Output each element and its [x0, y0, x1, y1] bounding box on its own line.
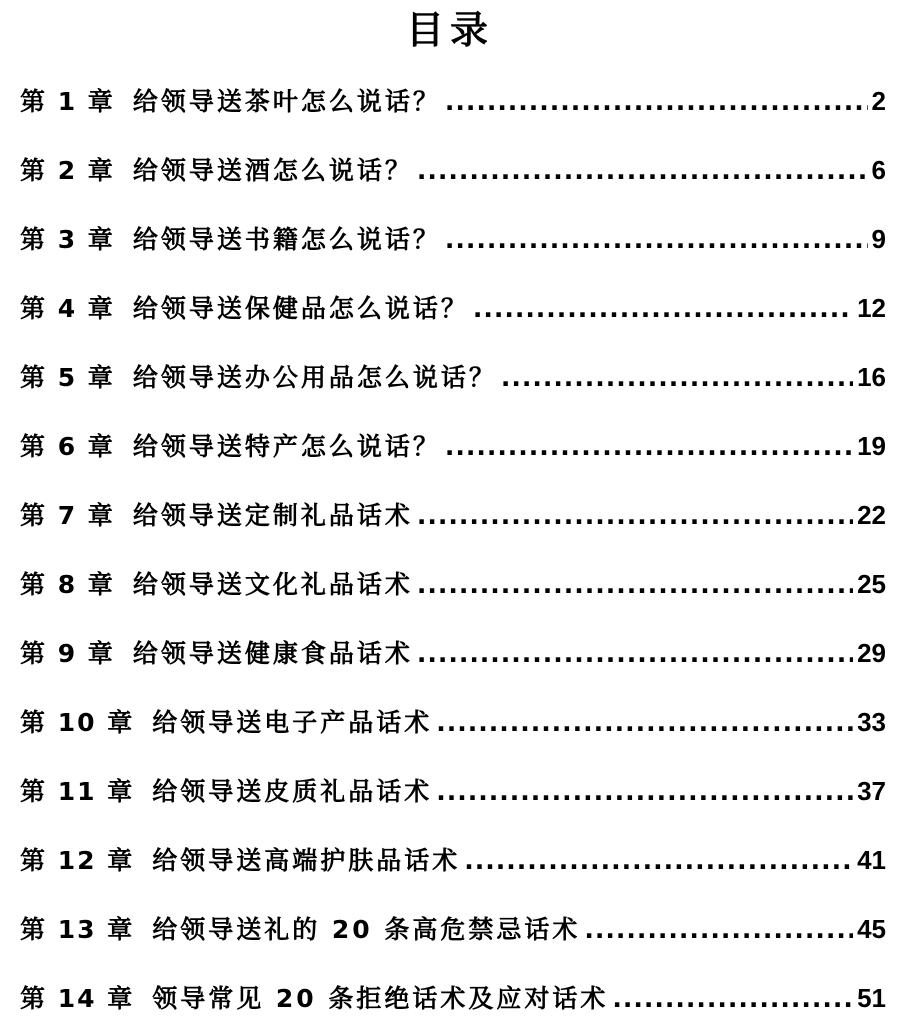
toc-chapter-title: 给领导送特产怎么说话？ [132, 432, 441, 461]
toc-dot-leader [501, 347, 853, 409]
toc-chapter-number: 第 5 章 [20, 363, 115, 392]
toc-page-number: 37 [857, 776, 886, 806]
toc-chapter-title: 给领导送健康食品话术 [132, 639, 413, 668]
toc-entry-12[interactable] [20, 829, 886, 898]
toc-dot-leader [445, 209, 868, 271]
toc-chapter-number: 第 2 章 [20, 156, 115, 185]
toc-dot-leader [584, 899, 853, 961]
toc-chapter-title: 给领导送书籍怎么说话？ [132, 225, 441, 254]
toc-chapter-number: 第 12 章 [20, 846, 135, 875]
table-of-contents [20, 70, 886, 1036]
toc-chapter-number: 第 4 章 [20, 294, 115, 323]
toc-chapter-title: 给领导送礼的 20 条高危禁忌话术 [152, 915, 581, 944]
toc-page-number: 19 [857, 431, 886, 461]
toc-dot-leader [445, 71, 868, 133]
toc-chapter-number: 第 11 章 [20, 777, 135, 806]
toc-dot-leader [417, 140, 868, 202]
toc-chapter-title: 给领导送办公用品怎么说话？ [132, 363, 497, 392]
toc-dot-leader [436, 692, 853, 754]
toc-chapter-title: 给领导送文化礼品话术 [132, 570, 413, 599]
toc-entry-3[interactable] [20, 208, 886, 277]
toc-page-number: 12 [857, 293, 886, 323]
toc-entry-9[interactable] [20, 622, 886, 691]
toc-entry-11[interactable] [20, 760, 886, 829]
toc-chapter-number: 第 1 章 [20, 87, 115, 116]
toc-entry-4[interactable] [20, 277, 886, 346]
toc-dot-leader [612, 968, 853, 1030]
toc-chapter-number: 第 8 章 [20, 570, 115, 599]
toc-page-number: 25 [857, 569, 886, 599]
toc-chapter-title: 给领导送皮质礼品话术 [152, 777, 433, 806]
toc-chapter-title: 给领导送电子产品话术 [152, 708, 433, 737]
toc-page-number: 51 [857, 983, 886, 1013]
toc-page-number: 22 [857, 500, 886, 530]
toc-chapter-title: 给领导送定制礼品话术 [132, 501, 413, 530]
toc-entry-5[interactable] [20, 346, 886, 415]
toc-dot-leader [417, 623, 853, 685]
toc-entry-7[interactable] [20, 484, 886, 553]
toc-chapter-number: 第 6 章 [20, 432, 115, 461]
toc-dot-leader [417, 554, 853, 616]
toc-chapter-number: 第 10 章 [20, 708, 135, 737]
toc-entry-14[interactable] [20, 967, 886, 1036]
toc-page-number: 6 [871, 155, 886, 185]
toc-page-number: 16 [857, 362, 886, 392]
toc-dot-leader [436, 761, 853, 823]
toc-page-number: 41 [857, 845, 886, 875]
toc-page-number: 2 [871, 86, 886, 116]
toc-dot-leader [417, 485, 853, 547]
toc-dot-leader [445, 416, 853, 478]
toc-entry-2[interactable] [20, 139, 886, 208]
toc-page-number: 9 [871, 224, 886, 254]
toc-chapter-number: 第 13 章 [20, 915, 135, 944]
toc-chapter-title: 给领导送茶叶怎么说话？ [132, 87, 441, 116]
toc-chapter-number: 第 9 章 [20, 639, 115, 668]
toc-page-number: 29 [857, 638, 886, 668]
toc-chapter-number: 第 3 章 [20, 225, 115, 254]
page-title: 目录 [405, 7, 494, 52]
toc-entry-13[interactable] [20, 898, 886, 967]
toc-dot-leader [464, 830, 853, 892]
toc-page-number: 45 [857, 914, 886, 944]
toc-entry-1[interactable] [20, 70, 886, 139]
toc-chapter-number: 第 14 章 [20, 984, 135, 1013]
toc-entry-8[interactable] [20, 553, 886, 622]
toc-dot-leader [473, 278, 853, 340]
toc-entry-6[interactable] [20, 415, 886, 484]
toc-chapter-title: 领导常见 20 条拒绝话术及应对话术 [152, 984, 609, 1013]
toc-chapter-number: 第 7 章 [20, 501, 115, 530]
toc-entry-10[interactable] [20, 691, 886, 760]
toc-chapter-title: 给领导送保健品怎么说话？ [132, 294, 469, 323]
toc-chapter-title: 给领导送酒怎么说话？ [132, 156, 413, 185]
toc-chapter-title: 给领导送高端护肤品话术 [152, 846, 461, 875]
toc-page-number: 33 [857, 707, 886, 737]
